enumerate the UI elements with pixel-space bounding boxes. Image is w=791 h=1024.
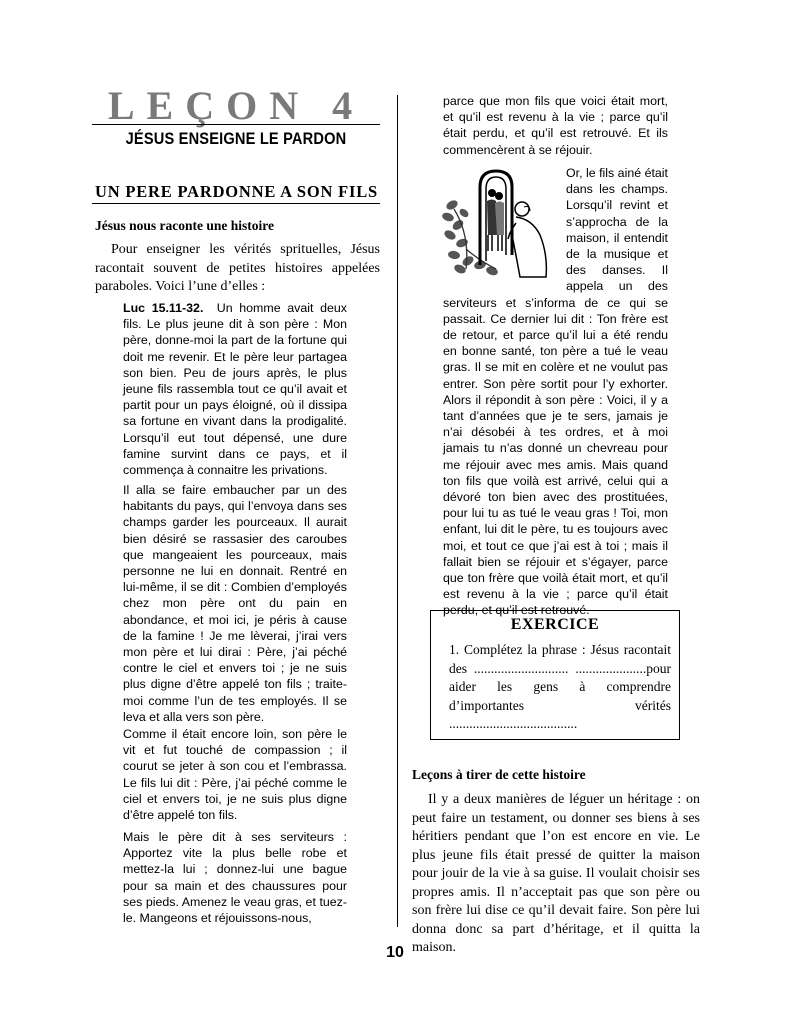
subheading-lessons: Leçons à tirer de cette histoire xyxy=(412,767,586,782)
scripture-reference: Luc 15.11-32. xyxy=(123,301,204,315)
passage-text: Or, le fils ainé était dans les champs. Lorsqu’il revint et s’approcha de la maison, il entendit de la musique et des danses. Il appela un des serviteurs et s’informa de ce qui se passait. Ce dernier lui dit : Ton frère est de retour, et parce qu’il lui a été rendu en bonne santé, ton père a tué le veau gras. Il se mit en colère et ne voulut pas entrer. Son père sortit pour l’y exhorter. Alors il répondit à son père : Voici, il y a tant d’années que je te sers, jamais je n’ai désobéi à tes ordres, et à moi jamais tu n’as donné un chevreau pour me réjouir avec mes amis. Mais quand ton fils que voilà est arrivé, celui qui a dévoré ton bien avec des prostituées, pour lui tu as tué le veau gras ! Toi, mon enfant, lui dit le père, tu es toujours avec moi, et tout ce que j’ai est à toi ; mais il fallait bien se réjouir et s’égayer, parce que ton frère que voilà était mort, et qu’il est revenu à la vie ; parce qu’il était perdu, et qu’il est retrouvé. xyxy=(443,166,668,618)
exercise-title: EXERCICE xyxy=(510,616,600,633)
scripture-passage: Il alla se faire embaucher par un des habitants du pays, qui l’envoya dans ses champs garder les pourceaux. Il aurait bien désiré se rassasier des caroubes que mangeaient les pourceaux, mais personne ne lui en donnait. Rentré en lui-même, il se dit : Combien d’employés chez mon père ont du pain en abondance, et moi ici, je péris à cause de la famine ! Je me lèverai, j’irai vers mon père et lui dirai : Père, j’ai péché contre le ciel et envers toi ; je ne suis plus digne d’être appelé ton fils ; traite-moi comme l’un de tes employés. Il se leva et alla vers son père. xyxy=(123,483,347,724)
intro-paragraph: Pour enseigner les vérités spritue​lles, Jésus racontait souvent de petites histoires appelées paraboles. Voici l’une d’elles : xyxy=(95,242,380,294)
section-heading: UN PERE PARDONNE A SON FILS xyxy=(95,182,379,201)
lesson-subtitle: JÉSUS ENSEIGNE LE PARDON xyxy=(125,129,347,148)
column-divider xyxy=(397,95,398,927)
section-rule xyxy=(92,203,380,204)
father-son-embrace-illustration xyxy=(440,165,560,283)
lessons-paragraph: Il y a deux manières de léguer un héritage : on peut faire un testament, ou donner ses biens à ses héritiers pendant que l’on est encore en vie. Le plus jeune fils était pressé de quitter la maison pour jouir de la vie à sa guise. Il voulait choisir ses propres amis. Il n’acceptait pas que son père ou son frère lui dise ce qu’il devait faire. Son père lui donna donc sa part d’héritage, et il quitta la maison. xyxy=(412,792,700,955)
scripture-passage: Mais le père dit à ses serviteurs : Apportez vite la plus belle robe et mettez-la lui ; donnez-lui une bague pour sa main et des chaussures pour ses pieds. Amenez le veau gras, et tuez-le. Mangeons et réjouissons-nous, xyxy=(123,830,347,926)
scripture-passage xyxy=(123,300,347,478)
scripture-passage: parce que mon fils que voici était mort, et qu’il est revenu à la vie ; parce qu’il était perdu, et qu’il est retrouvé. Et ils commencèrent à se réjouir. xyxy=(443,94,668,157)
subheading-story: Jésus nous raconte une histoire xyxy=(95,218,275,233)
title-rule xyxy=(92,124,380,125)
lesson-title: LEÇON 4 xyxy=(107,83,365,128)
page-number: 10 xyxy=(386,944,404,961)
scripture-passage: Comme il était encore loin, son père le vit et fut touché de compassion ; il courut se jeter à son cou et l’embrassa. Le fils lui dit : Père, j’ai péché comme le ciel et envers toi, je ne suis plus digne d’être appelé ton fils. xyxy=(123,727,347,823)
passage-text: Un homme avait deux fils. Le plus jeune dit à son père : Mon père, donne-moi la part de la fortune qui doit me revenir. Et le père leur partagea son bien. Peu de jours après, le plus jeune fils rassembla tout ce qu’il avait et partit pour un pays éloigné, où il dissipa sa fortune en vivant dans la prodigalité. Lorsqu’il eut tout dépensé, une dure famine survint dans ce pays, et il commença à connaitre les privations. xyxy=(123,301,347,478)
exercise-item: 1. Complétez la phrase : Jésus racontait des ............................ .....................pour aider les gens à comprendre d’importantes vérités ...................................... xyxy=(449,642,671,731)
scripture-passage-with-illustration xyxy=(443,165,668,619)
